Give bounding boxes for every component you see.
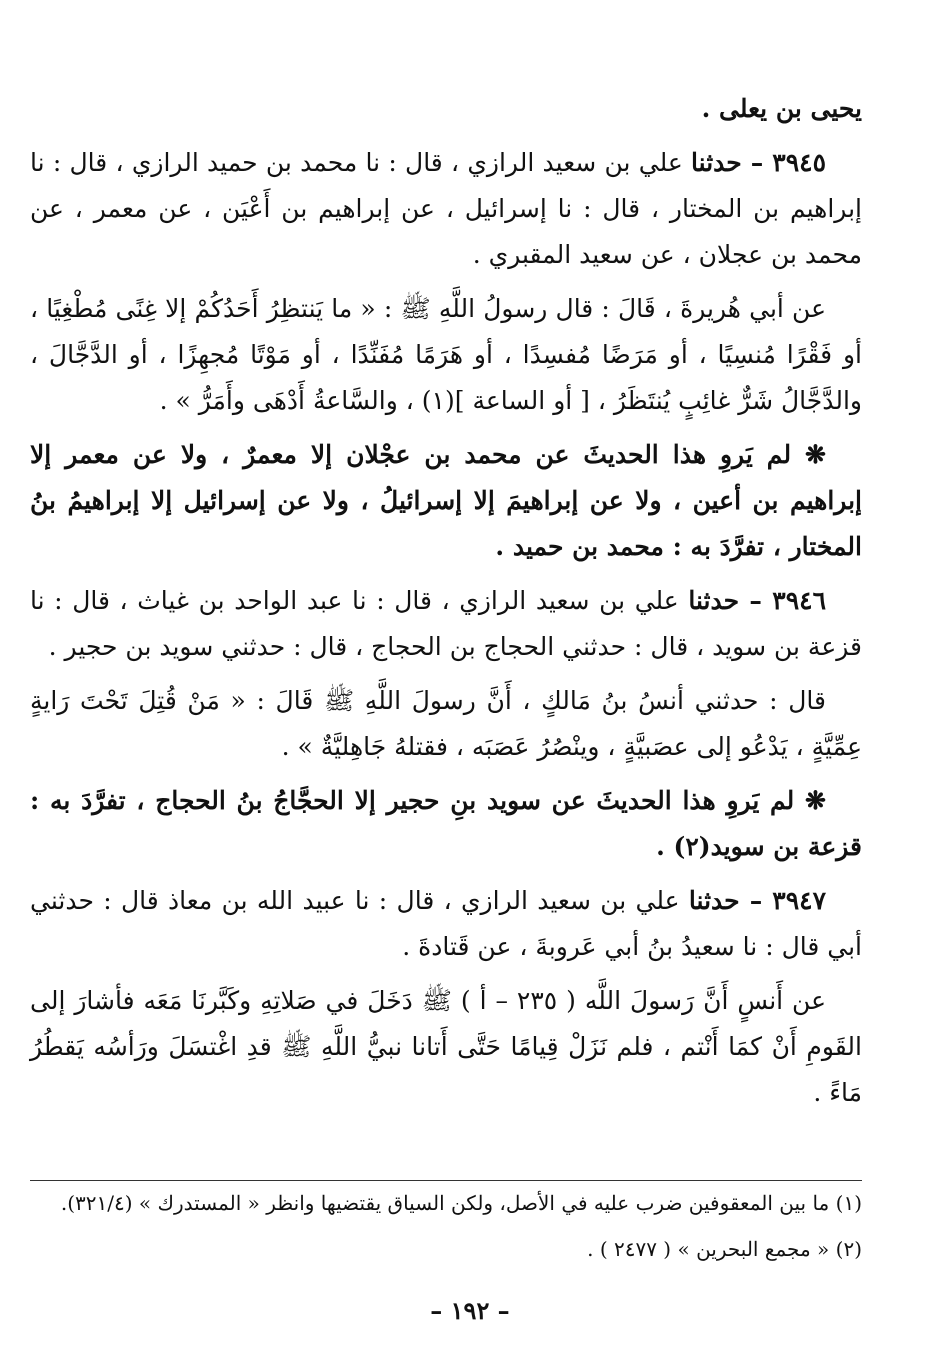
hadith-3947-text (30, 978, 862, 1116)
paragraph-text: علي بن سعيد الرازي ، قال : نا محمد بن حميد الرازي ، قال : نا إبراهيم بن المختار ، قال : نا إسرائيل ، عن إبراهيم بن أَعْيَن ، عن معمر ، عن محمد بن عجلان ، عن سعيد المقبري . (30, 148, 862, 269)
paragraph-continuation (30, 86, 862, 132)
hadith-number: ٣٩٤٦ (772, 586, 826, 615)
footnotes (30, 1186, 862, 1278)
hadith-lead: – حدثنا (691, 148, 773, 177)
hadith-lead: – حدثنا (688, 586, 773, 615)
main-text (30, 86, 862, 1124)
paragraph-text: عن أبي هُريرةَ ، قَالَ : قال رسولُ اللَّهِ ﷺ : « ما يَنتظِرُ أَحَدُكُمْ إلا غِنًى مُطْغِيًا ، أو فَقْرًا مُنسِيًا ، أو مَرَضًا مُفسِدًا ، أو هَرَمًا مُفَنِّدًا ، أو مَوْتًا مُجهِزًا ، أو الدَّجَّالَ ، والدَّجَّالُ شَرٌّ غائِبٍ يُنتَظَرُ ، [ أو الساعة ](١) ، والسَّاعةُ أَدْهَى وأَمَرُّ » . (30, 294, 862, 415)
paragraph-text: ❋ لم يَروِ هذا الحديثَ عن سويد بنِ حجير إلا الحجَّاجُ بنُ الحجاج ، تفرَّدَ به : قزعة بن سويد(٢) . (30, 786, 862, 861)
hadith-3946-comment (30, 778, 862, 870)
paragraph-text: علي بن سعيد الرازي ، قال : نا عبد الواحد بن غياث ، قال : نا قزعة بن سويد ، قال : حدثني الحجاج بن الحجاج ، قال : حدثني سويد بن حجير . (30, 586, 862, 661)
hadith-3947-chain (30, 878, 862, 970)
footnote-divider (30, 1180, 862, 1181)
footnote-2: (٢) « مجمع البحرين » ( ٢٤٧٧ ) . (587, 1237, 862, 1261)
paragraph-text: علي بن سعيد الرازي ، قال : نا عبيد الله بن معاذ قال : حدثني أبي قال : نا سعيدُ بنُ أبي عَروبةَ ، عن قَتادةَ . (30, 886, 862, 961)
paragraph-text: يحيى بن يعلى . (701, 94, 862, 123)
paragraph-text: عن أَنسٍ أَنَّ رَسولَ اللَّه ( ٢٣٥ – أ ) ﷺ دَخَلَ في صَلاتِهِ وكَبَّرنَا مَعَه فأشارَ إلى القَومِ أَنْ كمَا أَنْتم ، فلم نَزَلْ قِيامًا حَتَّى أَتانا نبيُّ اللَّهِ ﷺ قدِ اغْتسَلَ ورَأسُه يَقطُرُ مَاءً . (30, 986, 862, 1107)
hadith-3945-chain (30, 140, 862, 278)
paragraph-text: ❋ لم يَروِ هذا الحديثَ عن محمد بن عجْلان إلا معمرٌ ، ولا عن معمر إلا إبراهيم بن أعين ، ولا عن إبراهيمَ إلا إسرائيلُ ، ولا عن إسرائيل إلا إبراهيمُ بنُ المختار ، تفرَّدَ به : محمد بن حميد . (30, 440, 862, 561)
page-number: – ١٩٢ – (430, 1296, 510, 1325)
paragraph-text: قال : حدثني أنسُ بنُ مَالكٍ ، أَنَّ رسولَ اللَّهِ ﷺ قَالَ : « مَنْ قُتِلَ تَحْتَ رَايةٍ عِمِّيَّةٍ ، يَدْعُو إلى عصَبيَّةٍ ، وينْصُرُ عَصَبَه ، فقتلهُ جَاهِليَّةٌ » . (30, 686, 862, 761)
footnote-1: (١) ما بين المعقوفين ضرب عليه في الأصل، ولكن السياق يقتضيها وانظر « المستدرك » (٣٢١/٤). (60, 1191, 862, 1215)
hadith-3946-chain (30, 578, 862, 670)
hadith-number: ٣٩٤٥ (772, 148, 826, 177)
hadith-3945-text (30, 286, 862, 424)
hadith-number: ٣٩٤٧ (772, 886, 826, 915)
hadith-lead: – حدثنا (688, 886, 773, 915)
hadith-3946-text (30, 678, 862, 770)
hadith-3945-comment (30, 432, 862, 570)
